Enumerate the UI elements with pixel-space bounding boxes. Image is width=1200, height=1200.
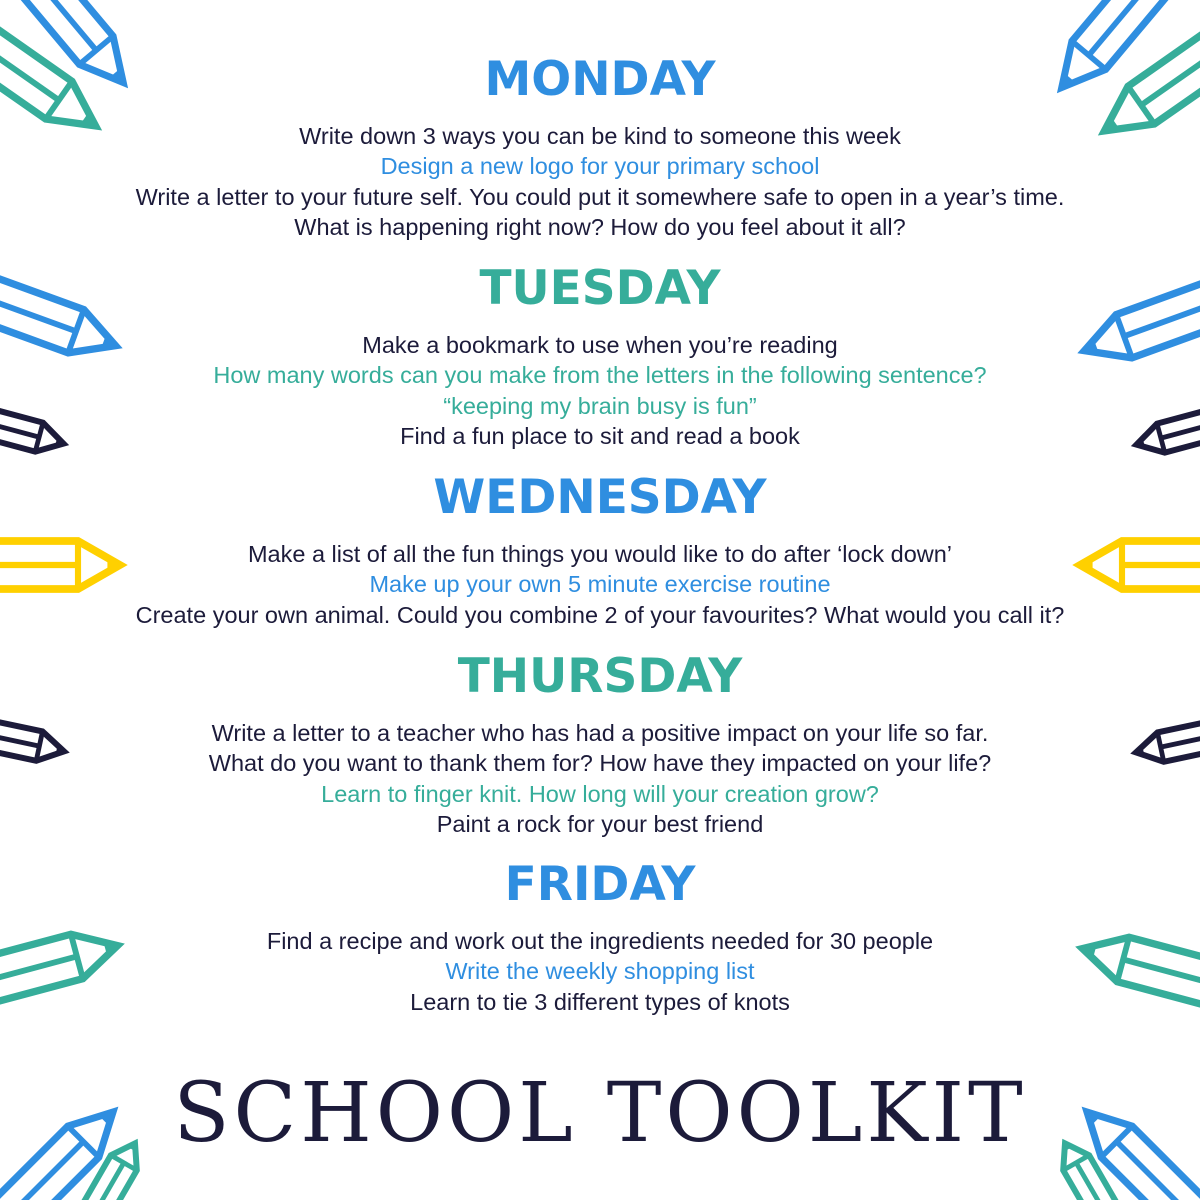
task-list-wednesday — [0, 539, 1200, 630]
task-item: Paint a rock for your best friend — [436, 811, 764, 838]
task-item: Learn to finger knit. How long will your creation grow? — [321, 780, 879, 807]
brand-wordmark: SCHOOL TOOLKIT — [173, 1066, 1027, 1161]
task-item: Learn to tie 3 different types of knots — [410, 988, 790, 1015]
task-item: Write a letter to your future self. You could put it somewhere safe to open in a year’s time. — [135, 183, 1065, 210]
task-list-tuesday — [0, 330, 1200, 452]
task-item: What is happening right now? How do you feel about it all? — [294, 214, 906, 241]
day-title-thursday: THURSDAY — [457, 649, 743, 704]
task-item: Write the weekly shopping list — [445, 958, 755, 985]
day-title-monday: MONDAY — [484, 52, 716, 107]
task-item: How many words can you make from the letters in the following sentence? — [213, 362, 987, 389]
task-item: Make a bookmark to use when you’re reading — [362, 332, 838, 358]
task-item: What do you want to thank them for? How have they impacted on your life? — [208, 750, 992, 777]
task-item: Find a fun place to sit and read a book — [400, 423, 800, 450]
day-title-wednesday: WEDNESDAY — [433, 470, 767, 525]
task-list-thursday — [0, 718, 1200, 840]
task-item: “keeping my brain busy is fun” — [443, 392, 757, 419]
task-item: Make up your own 5 minute exercise routine — [369, 571, 831, 598]
task-item: Create your own animal. Could you combine 2 of your favourites? What would you call it? — [135, 601, 1065, 628]
day-title-friday: FRIDAY — [504, 857, 696, 912]
task-item: Make a list of all the fun things you would like to do after ‘lock down’ — [247, 541, 953, 567]
task-item: Write down 3 ways you can be kind to someone this week — [299, 123, 901, 149]
task-list-monday — [0, 121, 1200, 243]
task-list-friday — [0, 926, 1200, 1017]
task-item: Find a recipe and work out the ingredients needed for 30 people — [266, 928, 934, 954]
task-item: Design a new logo for your primary school — [380, 153, 820, 180]
day-title-tuesday: TUESDAY — [479, 261, 721, 316]
task-item: Write a letter to a teacher who has had a positive impact on your life so far. — [211, 720, 989, 746]
